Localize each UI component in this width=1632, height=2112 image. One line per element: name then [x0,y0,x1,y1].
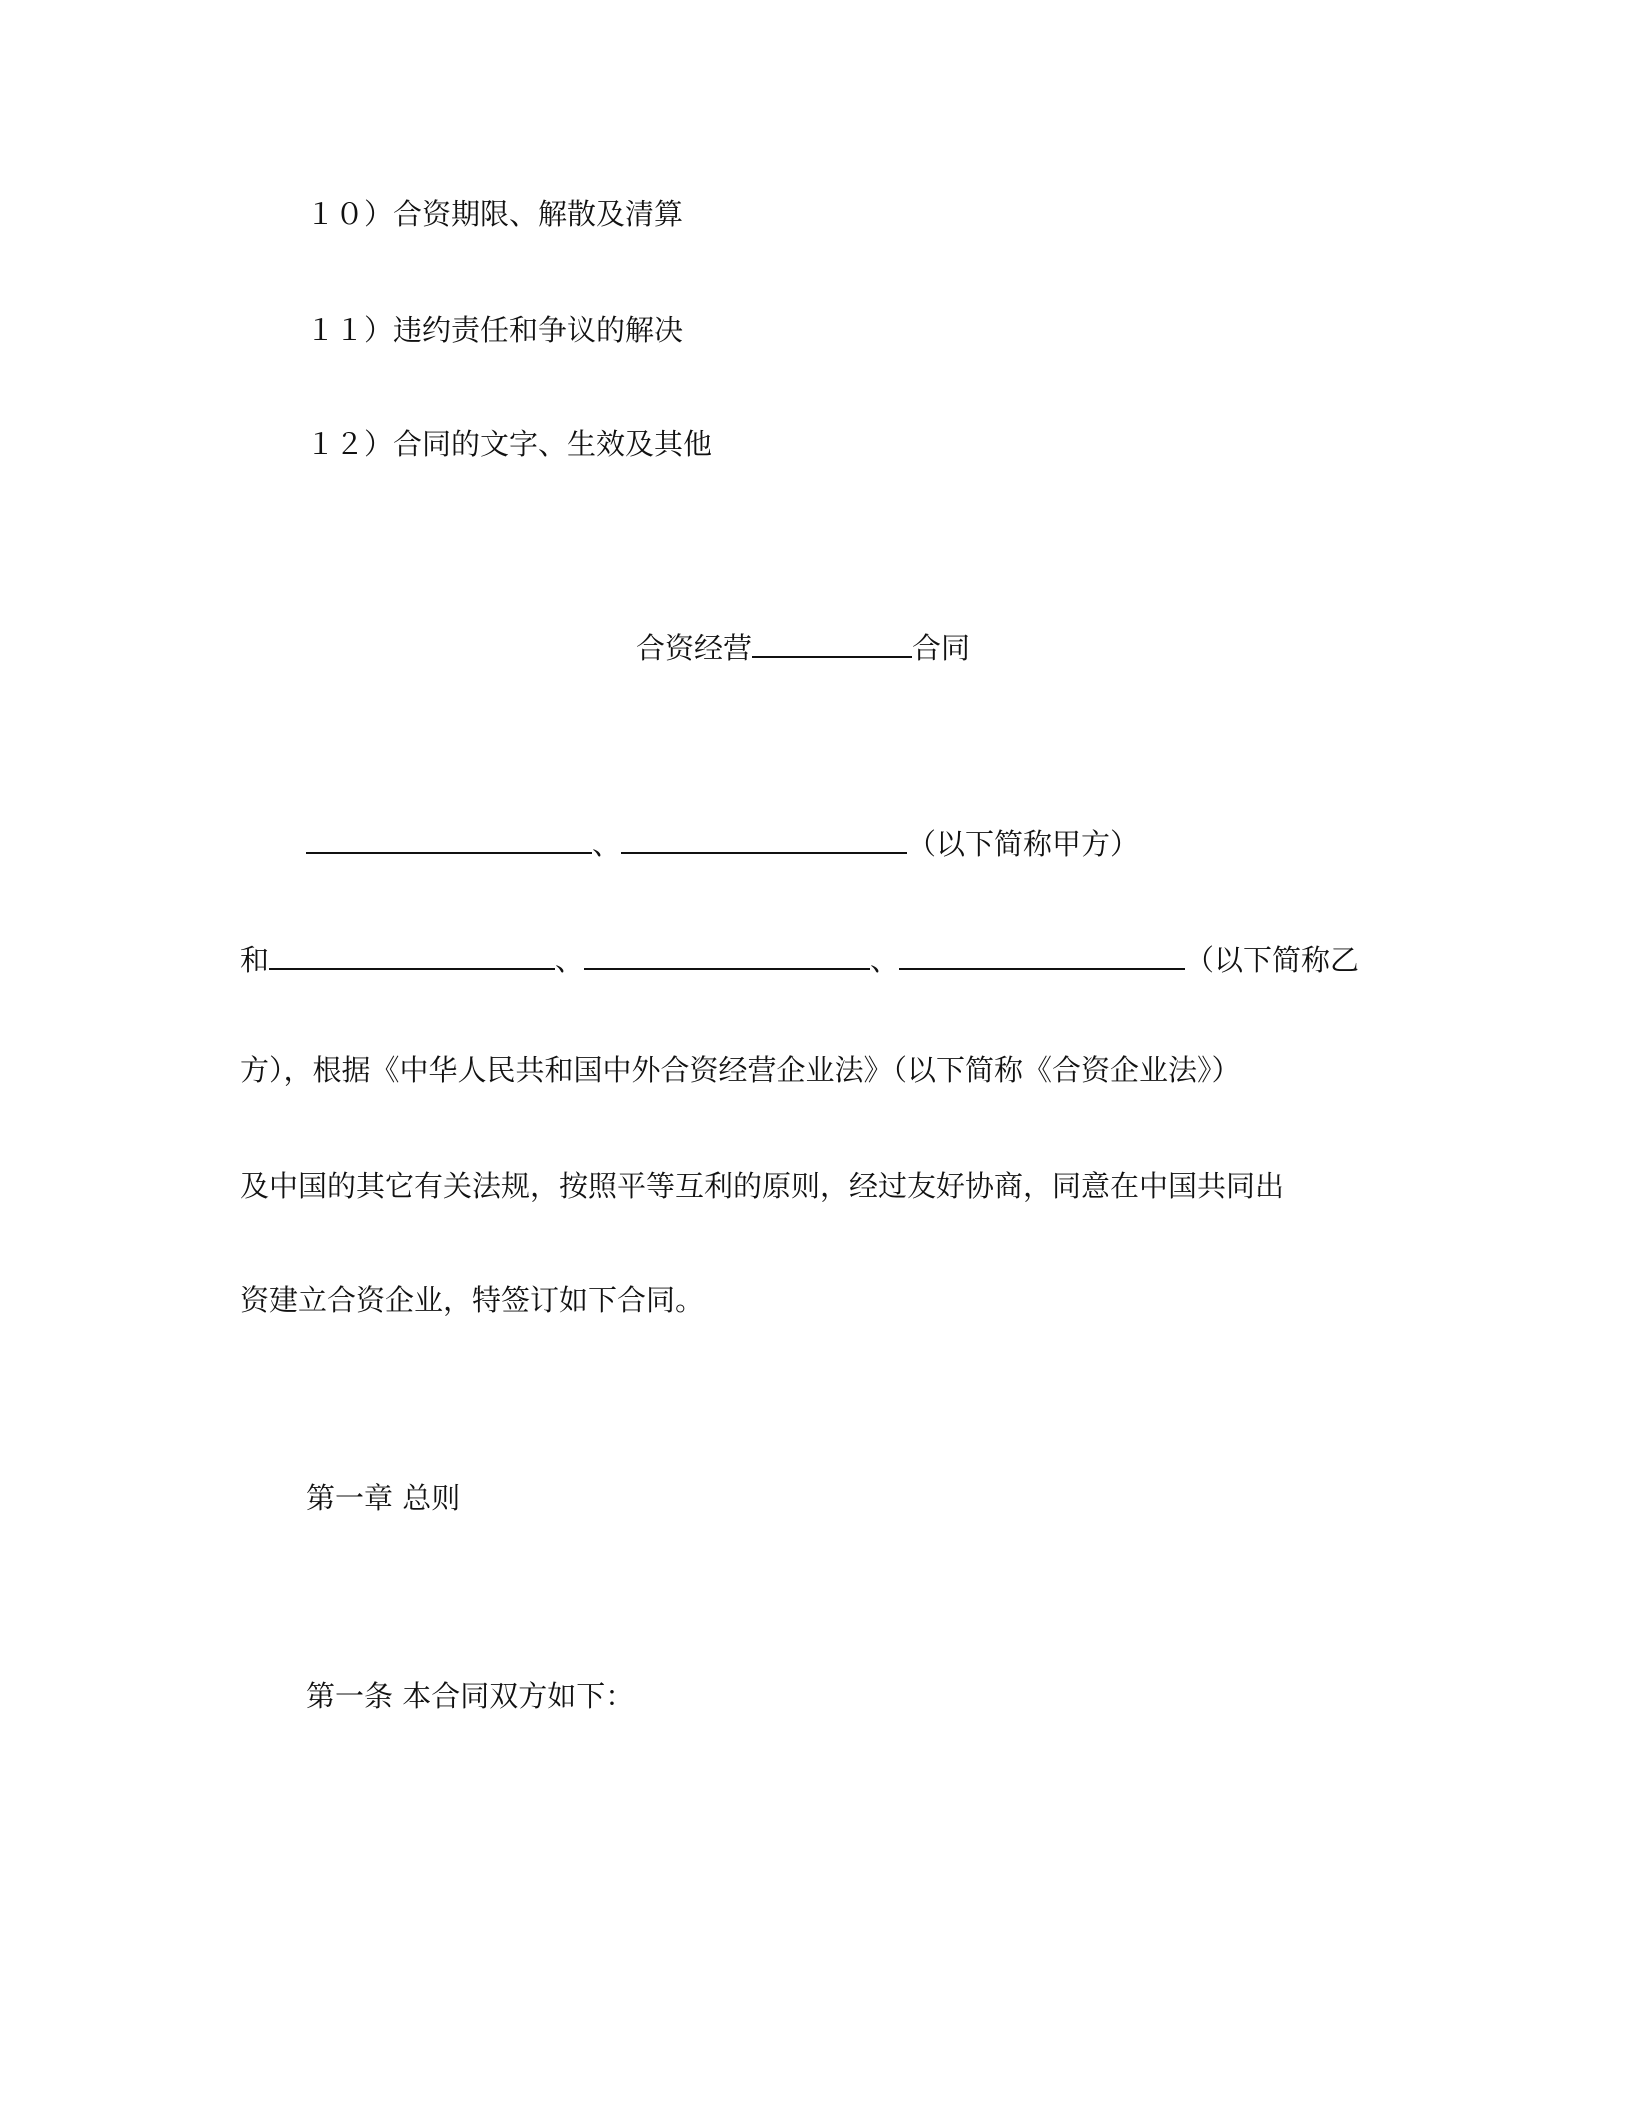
preamble-line-1 [306,818,1139,864]
contract-title [636,622,970,668]
preamble-line-2 [240,934,1359,980]
toc-item-10: １０）合资期限、解散及清算 [306,197,684,231]
chapter-heading: 第一章 总则 [306,1481,461,1515]
party-b-suffix: （以下简称乙 [1185,943,1360,977]
party-b-name-blank-3[interactable] [899,934,1185,970]
contract-title-prefix: 合资经营 [636,631,753,665]
contract-type-blank[interactable] [752,622,912,658]
preamble-line-3: 方），根据《中华人民共和国中外合资经营企业法》（以下简称《合资企业法》） [240,1053,1241,1087]
party-a-name-blank-2[interactable] [621,818,907,854]
separator: 、 [592,827,622,861]
party-a-name-blank-1[interactable] [306,818,592,854]
party-b-name-blank-2[interactable] [584,934,870,970]
party-b-name-blank-1[interactable] [269,934,555,970]
preamble-line-5: 资建立合资企业，特签订如下合同。 [240,1283,705,1317]
separator: 、 [555,943,585,977]
article-heading: 第一条 本合同双方如下： [306,1679,635,1713]
toc-item-12: １２）合同的文字、生效及其他 [306,427,713,461]
separator: 、 [870,943,900,977]
preamble-line-4: 及中国的其它有关法规，按照平等互利的原则，经过友好协商，同意在中国共同出 [240,1169,1285,1203]
toc-item-11: １１）违约责任和争议的解决 [306,313,684,347]
contract-title-suffix: 合同 [912,631,971,665]
party-a-suffix: （以下简称甲方） [907,827,1140,861]
line2-prefix: 和 [240,943,270,977]
